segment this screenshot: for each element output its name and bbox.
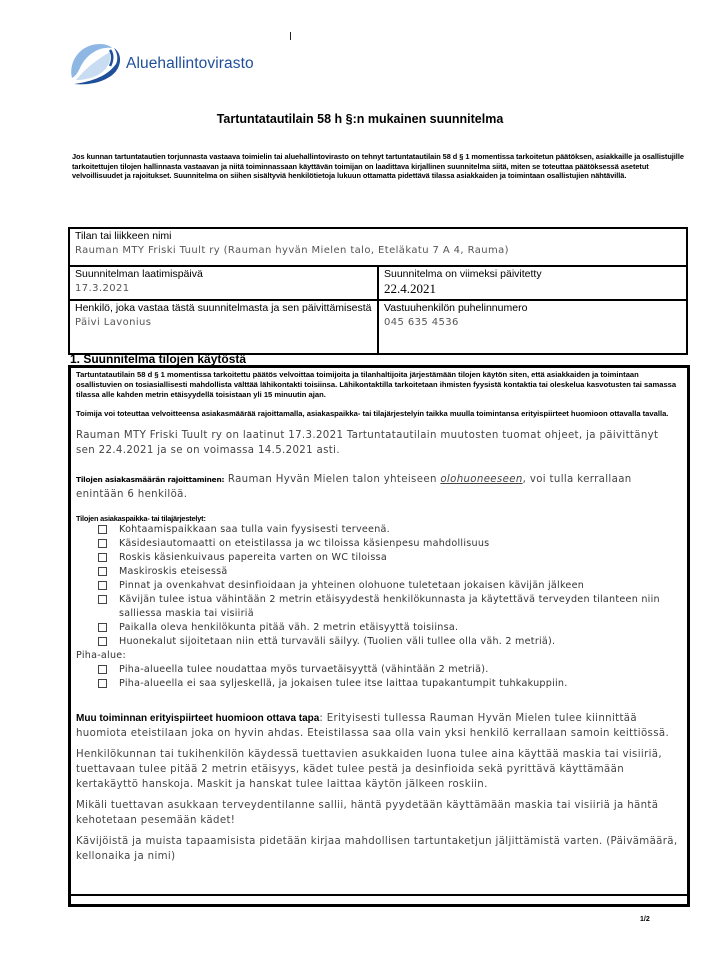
logo	[66, 38, 266, 86]
logo-text: Aluehallintovirasto	[126, 55, 254, 72]
arrangements-label: Tilojen asiakaspaikka- tai tilajärjestelyt:	[76, 514, 206, 523]
info-row-dates	[70, 265, 686, 299]
checkbox-icon	[98, 595, 107, 604]
section-1-para-1: Tartuntatautilain 58 d § 1 momentissa tarkoitettu päätös velvoittaa toimijoita ja tilanhaltijoita järjestämään tilojen käytön siten, että asiakkaiden ja toimintaan osallistuvien on tosiasiallisesti mahdollista välttää lähikontakti toisiinsa. Lähikontaktilla tarkoitetaan ihmisten fyysistä kontaktia tai oleskelua kasvotusten tai samassa tilassa alle kahden metrin etäisyydellä toisistaan yli 15 minuutin ajan.	[76, 370, 677, 399]
arrangements-list	[76, 523, 681, 649]
table-bottom-strip	[71, 894, 687, 904]
customer-limit-text-b: , voi tulla kerrallaan enintään 6 henkilöä.	[76, 474, 632, 500]
customer-limit-text-a: Rauman Hyvän Mielen talon yhteiseen	[224, 474, 441, 485]
phone-value: 045 635 4536	[384, 317, 459, 328]
yard-label: Piha-alue:	[76, 650, 126, 661]
list-item: Pinnat ja ovenkahvat desinfioidaan ja yhteinen olohuone tuletetaan jokaisen kävijän jälkeen	[76, 579, 681, 593]
responsible-label	[75, 302, 373, 330]
list-item: Maskiroskis eteisessä	[76, 565, 681, 579]
info-row-venue	[70, 229, 686, 265]
other-method-label: Muu toiminnan erityispiirteet huomioon ottava tapa	[76, 713, 320, 724]
page-number: 1/2	[640, 916, 650, 923]
responsible-value: Päivi Lavonius	[75, 317, 152, 328]
list-item: Roskis käsienkuivaus papereita varten on WC tiloissa	[76, 551, 681, 565]
info-row-contact	[70, 299, 686, 353]
checkbox-icon	[98, 637, 107, 646]
checkbox-icon	[98, 553, 107, 562]
text-cursor-mark	[290, 32, 291, 40]
customer-limit-emphasis: olohuoneeseen	[440, 474, 523, 485]
venue-value: Rauman MTY Friski Tuult ry (Rauman hyvän Mielen talo, Eteläkatu 7 A 4, Rauma)	[75, 245, 509, 256]
checkbox-icon	[98, 525, 107, 534]
created-cell	[70, 267, 377, 299]
checkbox-icon	[98, 665, 107, 674]
avi-logo-icon	[66, 38, 124, 86]
checkbox-icon	[98, 679, 107, 688]
info-table	[68, 227, 688, 355]
list-item: Huonekalut sijoitetaan niin että turvaväli säilyy. (Tuolien väli tullee olla väh. 2 metriä).	[76, 635, 681, 649]
customer-limit-paragraph	[76, 472, 681, 502]
list-item: Käsidesiautomaatti on eteistilassa ja wc tiloissa käsienpesu mahdollisuus	[76, 537, 681, 551]
venue-label: Tilan tai liikkeen nimi	[75, 230, 172, 242]
plan-statement: Rauman MTY Friski Tuult ry on laatinut 17.3.2021 Tartuntatautilain muutosten tuomat ohjeet, ja päivittänyt sen 22.4.2021 ja se on voimassa 14.5.2021 asti.	[76, 430, 659, 456]
section-1-box	[68, 365, 690, 907]
list-item: Kohtaamispaikkaan saa tulla vain fyysisesti terveenä.	[76, 523, 681, 537]
visitor-log-paragraph: Kävijöistä ja muista tapaamisista pidetään kirjaa mahdollisen tartuntaketjun jäljittämistä varten. (Päivämäärä, kellonaika ja nimi)	[76, 836, 678, 862]
updated-cell	[377, 267, 686, 299]
list-item: Kävijän tulee istua vähintään 2 metrin etäisyydestä henkilökunnasta ja käytettävä terveyden tilanteen niin salliessa maskia tai visiiriä	[76, 593, 681, 621]
venue-cell	[70, 229, 686, 265]
updated-label: Suunnitelma on viimeksi päivitetty	[384, 268, 542, 280]
checkbox-icon	[98, 581, 107, 590]
section-1-heading: 1. Suunnitelma tilojen käytöstä	[70, 352, 247, 366]
responsible-label-text: Henkilö, joka vastaa tästä suunnitelmasta ja sen päivittämisestä	[75, 302, 372, 314]
intro-paragraph: Jos kunnan tartuntatautien torjunnasta vastaava toimielin tai aluehallintovirasto on tehnyt tartuntatautilain 58 d § 1 momentissa tarkoitetun päätöksen, asiakkaille ja osallistujille tarkoitettujen tilojen hallinnasta vastaavan ja niitä toiminnassaan käyttävän toimijan on laadittava kirjallinen suunnitelma siitä, miten se toteuttaa päätöksessä asetetut velvoillisuudet ja rajoitukset. Suunnitelma on siihen sisältyviä henkilötietoja lukuun ottamatta pidettävä tilassa asiakkaiden ja toimintaan osallistujien nähtävillä.	[72, 152, 684, 181]
yard-list	[76, 663, 681, 691]
created-label: Suunnitelman laatimispäivä	[75, 268, 203, 280]
document-title: Tartuntatautilain 58 h §:n mukainen suunnitelma	[216, 112, 504, 126]
phone-label: Vastuuhenkilön puhelinnumero	[384, 302, 528, 314]
updated-value: 22.4.2021	[384, 281, 436, 296]
created-value: 17.3.2021	[75, 283, 130, 294]
section-1-para-2: Toimija voi toteuttaa velvoitteensa asiakasmäärää rajoittamalla, asiakaspaikka- tai tilajärjestelyin taikka muulla toimintansa erityispiirteet huomioon ottavalla tavalla.	[76, 409, 669, 418]
checkbox-icon	[98, 567, 107, 576]
list-item: Paikalla oleva henkilökunta pitää väh. 2 metrin etäisyyttä toisiinsa.	[76, 621, 681, 635]
other-method-text: : Erityisesti tullessa Rauman Hyvän Mielen tulee kiinnittää huomiota eteistilaan joka on hyvin ahdas. Eteistilassa saa olla vain yksi henkilö kerrallaan samoin keittiössä.	[76, 713, 670, 739]
checkbox-icon	[98, 539, 107, 548]
list-item: Piha-alueella ei saa syljeskellä, ja jokaisen tulee itse laittaa tupakantumpit tuhkakuppiin.	[76, 677, 681, 691]
responsible-cell	[70, 301, 377, 353]
phone-cell	[377, 301, 686, 353]
staff-paragraph: Henkilökunnan tai tukihenkilön käydessä tuettavien asukkaiden luona tulee aina käyttää maskia tai visiiriä, tuettavaan tulee pitää 2 metrin etäisyys, kädet tulee pestä ja desinfioida sekä pyrittävä käyttämään kertakäyttö hanskoja. Maskit ja hanskat tulee laittaa käytön jälkeen roskiin.	[76, 749, 662, 790]
other-method-paragraph	[76, 711, 681, 741]
customer-limit-label: Tilojen asiakasmäärän rajoittaminen:	[76, 475, 225, 484]
list-item: Piha-alueella tulee noudattaa myös turvaetäisyyttä (vähintään 2 metriä).	[76, 663, 681, 677]
checkbox-icon	[98, 623, 107, 632]
resident-paragraph: Mikäli tuettavan asukkaan terveydentilanne sallii, häntä pyydetään käyttämään maskia tai visiiriä ja häntä kehotetaan pesemään kädet!	[76, 800, 659, 826]
